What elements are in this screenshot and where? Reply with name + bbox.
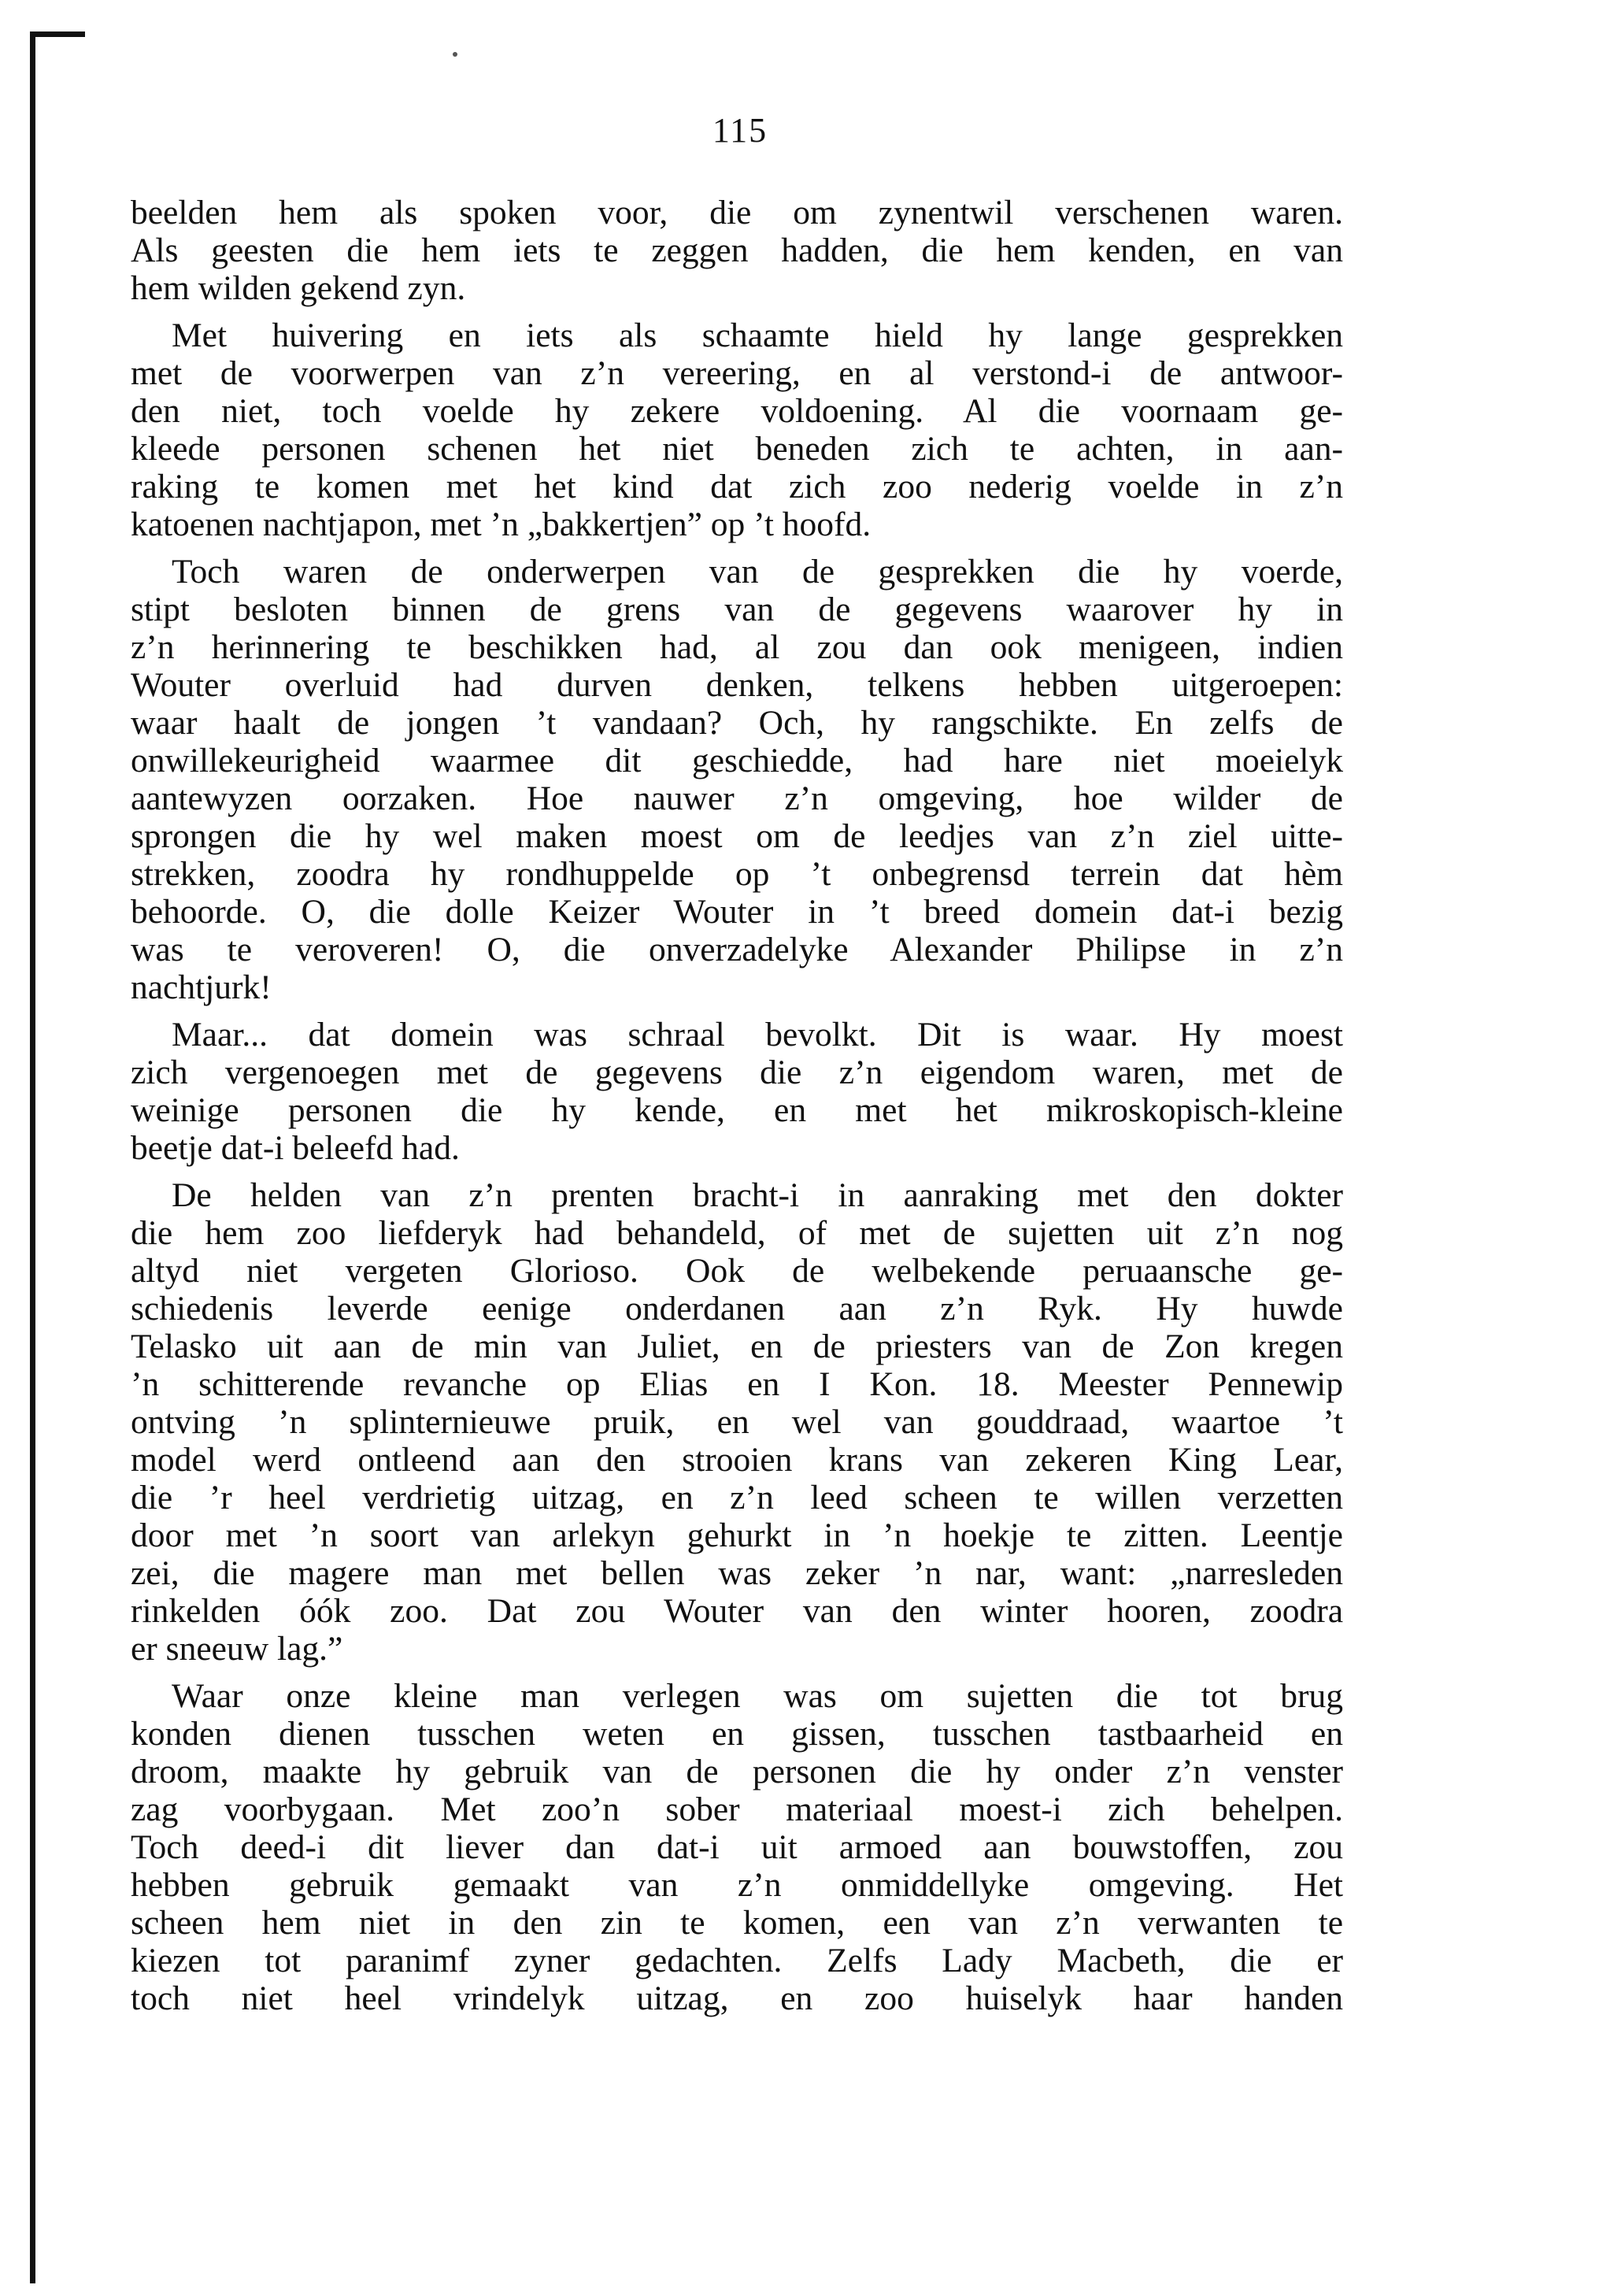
text-line: kiezen tot paranimf zyner gedachten. Zelfs Lady Macbeth, die er <box>131 1942 1343 1979</box>
text-line: Maar... dat domein was schraal bevolkt. Dit is waar. Hy moest <box>172 1016 1343 1054</box>
text-line: door met ’n soort van arlekyn gehurkt in ’n hoekje te zitten. Leentje <box>131 1516 1343 1554</box>
text-line: aantewyzen oorzaken. Hoe nauwer z’n omgeving, hoe wilder de <box>131 780 1343 817</box>
text-line: den niet, toch voelde hy zekere voldoening. Al die voornaam ge- <box>131 392 1343 430</box>
text-line: katoenen nachtjapon, met ’n „bakkertjen” op ’t hoofd. <box>131 505 872 543</box>
text-line: Toch deed-i dit liever dan dat-i uit armoed aan bouwstoffen, zou <box>131 1828 1343 1866</box>
text-line: stipt besloten binnen de grens van de gegevens waarover hy in <box>131 591 1343 628</box>
text-line: hem wilden gekend zyn. <box>131 269 466 307</box>
text-line: was te veroveren! O, die onverzadelyke Alexander Philipse in z’n <box>131 931 1343 968</box>
text-line: ontving ’n splinternieuwe pruik, en wel van gouddraad, waartoe ’t <box>131 1403 1343 1441</box>
text-line: waar haalt de jongen ’t vandaan? Och, hy rangschikte. En zelfs de <box>131 704 1343 742</box>
text-line: Waar onze kleine man verlegen was om sujetten die tot brug <box>172 1677 1343 1715</box>
text-line: onwillekeurigheid waarmee dit geschiedde, had hare niet moeielyk <box>131 742 1343 780</box>
text-line: met de voorwerpen van z’n vereering, en al verstond-i de antwoor- <box>131 354 1343 392</box>
text-line: droom, maakte hy gebruik van de personen die hy onder z’n venster <box>131 1753 1343 1791</box>
text-line: schiedenis leverde eenige onderdanen aan z’n Ryk. Hy huwde <box>131 1290 1343 1328</box>
scan-speck <box>453 52 457 57</box>
text-line: Toch waren de onderwerpen van de gesprekken die hy voerde, <box>172 553 1343 591</box>
text-line: er sneeuw lag.” <box>131 1630 343 1668</box>
paragraph-gap <box>131 1167 1343 1176</box>
text-line: De helden van z’n prenten bracht-i in aanraking met den dokter <box>172 1176 1343 1214</box>
text-line: zich vergenoegen met de gegevens die z’n eigendom waren, met de <box>131 1054 1343 1091</box>
body-text <box>131 194 1343 2017</box>
text-line: z’n herinnering te beschikken had, al zou dan ook menigeen, indien <box>131 628 1343 666</box>
text-line: nachtjurk! <box>131 968 272 1006</box>
text-line: model werd ontleend aan den strooien krans van zekeren King Lear, <box>131 1441 1343 1479</box>
text-line: ’n schitterende revanche op Elias en I Kon. 18. Meester Pennewip <box>131 1365 1343 1403</box>
page-number: 115 <box>712 111 768 150</box>
text-line: zag voorbygaan. Met zoo’n sober materiaal moest-i zich behelpen. <box>131 1791 1343 1828</box>
text-line: altyd niet vergeten Glorioso. Ook de welbekende peruaansche ge- <box>131 1252 1343 1290</box>
scan-border-left <box>30 31 35 2283</box>
text-line: Als geesten die hem iets te zeggen hadden, die hem kenden, en van <box>131 231 1343 269</box>
text-line: behoorde. O, die dolle Keizer Wouter in ’t breed domein dat-i bezig <box>131 893 1343 931</box>
text-line: Met huivering en iets als schaamte hield hy lange gesprekken <box>172 317 1343 354</box>
text-line: weinige personen die hy kende, en met het mikroskopisch-kleine <box>131 1091 1343 1129</box>
text-line: sprongen die hy wel maken moest om de leedjes van z’n ziel uitte- <box>131 817 1343 855</box>
text-line: raking te komen met het kind dat zich zoo nederig voelde in z’n <box>131 468 1343 505</box>
paragraph-gap <box>131 1668 1343 1677</box>
text-line: strekken, zoodra hy rondhuppelde op ’t onbegrensd terrein dat hèm <box>131 855 1343 893</box>
paragraph-gap <box>131 543 1343 553</box>
text-line: beelden hem als spoken voor, die om zynentwil verschenen waren. <box>131 194 1343 231</box>
scan-border-top <box>30 31 85 37</box>
text-line: Telasko uit aan de min van Juliet, en de priesters van de Zon kregen <box>131 1328 1343 1365</box>
text-line: hebben gebruik gemaakt van z’n onmiddellyke omgeving. Het <box>131 1866 1343 1904</box>
text-line: die hem zoo liefderyk had behandeld, of met de sujetten uit z’n nog <box>131 1214 1343 1252</box>
text-line: zei, die magere man met bellen was zeker ’n nar, want: „narresleden <box>131 1554 1343 1592</box>
text-line: Wouter overluid had durven denken, telkens hebben uitgeroepen: <box>131 666 1343 704</box>
paragraph-gap <box>131 1006 1343 1016</box>
paragraph-gap <box>131 307 1343 317</box>
text-line: kleede personen schenen het niet beneden zich te achten, in aan- <box>131 430 1343 468</box>
text-line: scheen hem niet in den zin te komen, een van z’n verwanten te <box>131 1904 1343 1942</box>
text-line: rinkelden óók zoo. Dat zou Wouter van den winter hooren, zoodra <box>131 1592 1343 1630</box>
text-line: beetje dat-i beleefd had. <box>131 1129 460 1167</box>
text-line: toch niet heel vrindelyk uitzag, en zoo huiselyk haar handen <box>131 1979 1343 2017</box>
text-line: konden dienen tusschen weten en gissen, tusschen tastbaarheid en <box>131 1715 1343 1753</box>
text-line: die ’r heel verdrietig uitzag, en z’n leed scheen te willen verzetten <box>131 1479 1343 1516</box>
